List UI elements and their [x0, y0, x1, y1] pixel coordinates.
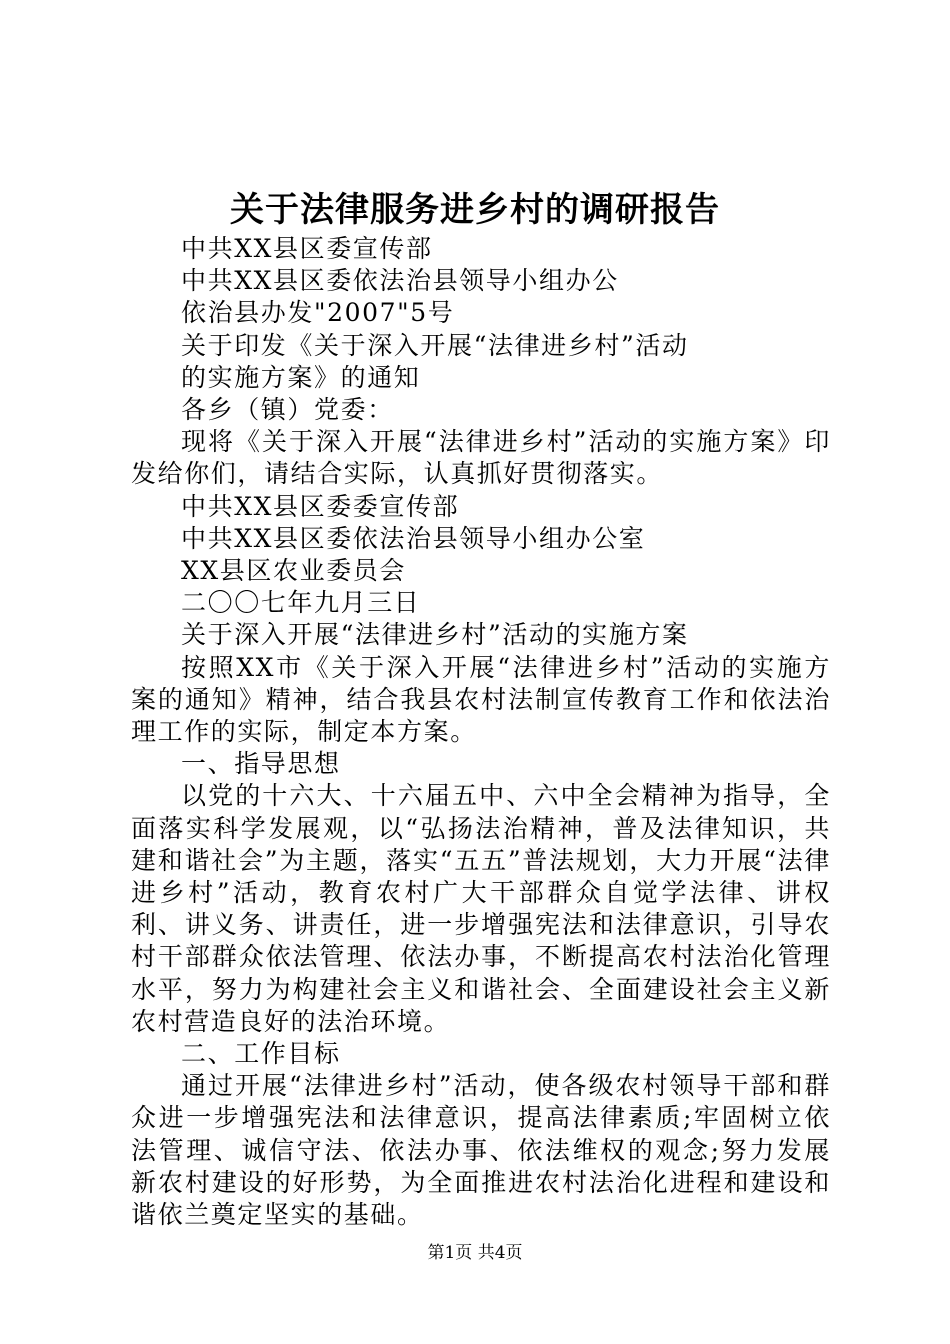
- paragraph: 通过开展“法律进乡村”活动，使各级农村领导干部和群众进一步增强宪法和法律意识，提高法律素质;牢固树立依法管理、诚信守法、依法办事、依法维权的观念;努力发展新农村建设的好形势，为全面推进农村法治化进程和建设和谐依兰奠定坚实的基础。: [131, 1071, 831, 1230]
- paragraph: 中共XX县区委依法治县领导小组办公室: [181, 523, 646, 553]
- paragraph: 关于深入开展“法律进乡村”活动的实施方案: [181, 620, 689, 650]
- page-number-footer: 第1页 共4页: [427, 1243, 523, 1263]
- paragraph: 按照XX市《关于深入开展“法律进乡村”活动的实施方案的通知》精神，结合我县农村法制宣传教育工作和依法治理工作的实际，制定本方案。: [131, 652, 831, 747]
- paragraph: 以党的十六大、十六届五中、六中全会精神为指导，全面落实科学发展观，以“弘扬法治精神，普及法律知识，共建和谐社会”为主题，落实“五五”普法规划，大力开展“法律进乡村”活动，教育农村广大干部群众自觉学法律、讲权利、讲义务、讲责任，进一步增强宪法和法律意识，引导农村干部群众依法管理、依法办事，不断提高农村法治化管理水平，努力为构建社会主义和谐社会、全面建设社会主义新农村营造良好的法治环境。: [131, 781, 831, 1036]
- paragraph: 现将《关于深入开展“法律进乡村”活动的实施方案》印发给你们，请结合实际，认真抓好贯彻落实。: [131, 427, 831, 489]
- paragraph: 各乡（镇）党委：: [181, 395, 394, 425]
- paragraph: 二〇〇七年九月三日: [181, 588, 421, 618]
- paragraph: 依治县办发"2007"5号: [181, 298, 455, 328]
- document-title: 关于法律服务进乡村的调研报告: [230, 190, 720, 230]
- paragraph: 中共XX县区委依法治县领导小组办公: [181, 266, 619, 296]
- paragraph: 中共XX县区委委宣传部: [181, 491, 460, 521]
- paragraph: 中共XX县区委宣传部: [181, 234, 433, 263]
- section-heading: 一、指导思想: [181, 749, 341, 779]
- paragraph: XX县区农业委员会: [181, 556, 406, 586]
- section-heading: 二、工作目标: [181, 1039, 341, 1069]
- document-body: [131, 233, 831, 1231]
- paragraph: 关于印发《关于深入开展“法律进乡村”活动: [181, 330, 689, 360]
- paragraph: 的实施方案》的通知: [181, 362, 421, 392]
